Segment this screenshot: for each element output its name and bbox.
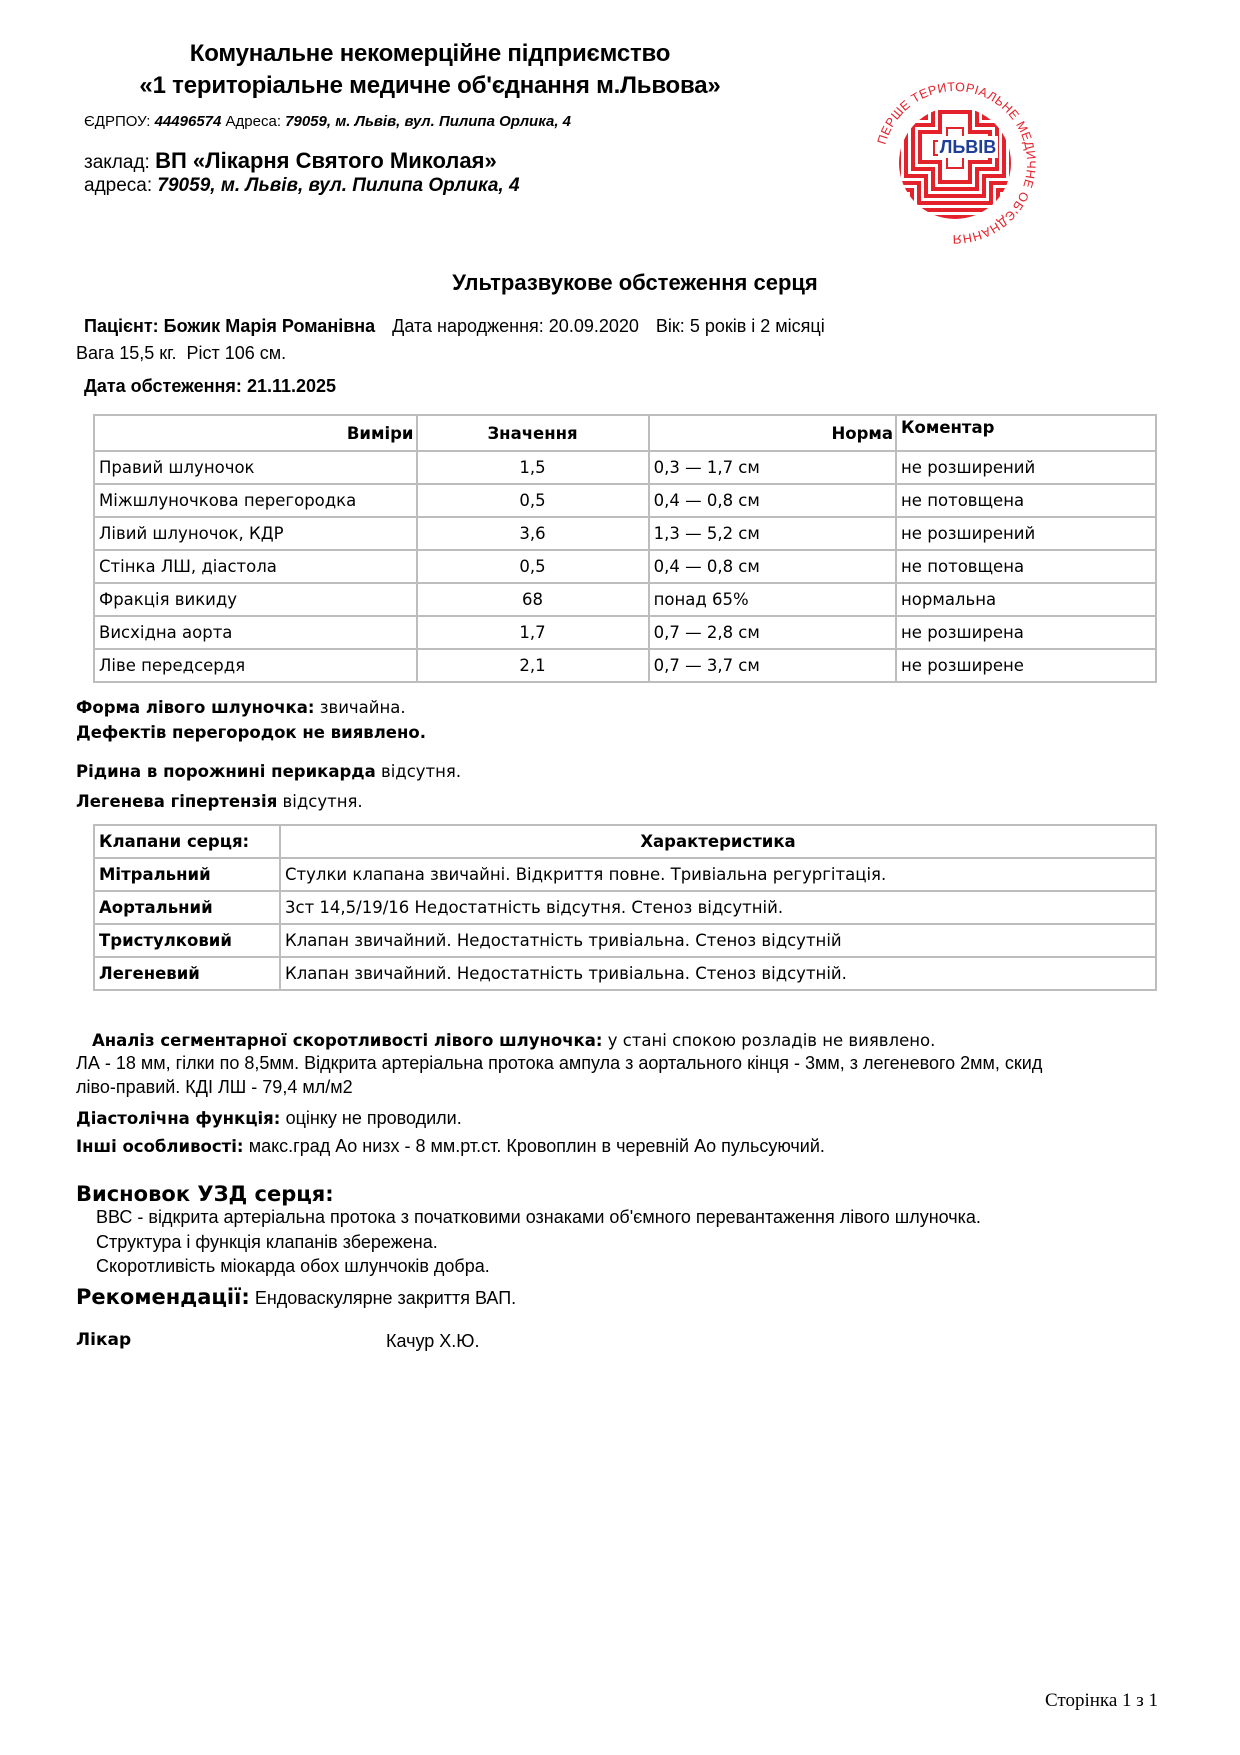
institution-address-label: адреса: [84, 175, 153, 196]
measurement-name: Правий шлуночок [94, 451, 417, 484]
segmental-analysis-label: Аналіз сегментарної скоротливості лівого шлуночка: [92, 1031, 603, 1050]
patient-anthropometry [76, 343, 286, 364]
header-characteristic: Характеристика [280, 825, 1156, 858]
lv-shape-line [76, 698, 406, 717]
recommendations-label: Рекомендації: [76, 1285, 250, 1309]
other-features-value: макс.град Ао низх - 8 мм.рт.ст. Кровоплин в черевній Ао пульсуючий. [248, 1136, 825, 1156]
conclusion-title: Висновок УЗД серця: [76, 1182, 334, 1206]
org-address-value: 79059, м. Львів, вул. Пилипа Орлика, 4 [285, 113, 572, 130]
recommendations-line [76, 1285, 516, 1309]
measurement-value: 0,5 [417, 484, 649, 517]
patient-label: Пацієнт: [84, 316, 159, 336]
diastolic-function-line [76, 1108, 462, 1129]
measurement-value: 1,7 [417, 616, 649, 649]
organization-name-line2: «1 територіальне медичне об'єднання м.Львова» [139, 72, 721, 99]
measurement-norm: 0,4 — 0,8 см [649, 484, 896, 517]
segmental-analysis-line [92, 1031, 935, 1050]
measurement-comment: нормальна [896, 583, 1156, 616]
valves-header-row [94, 825, 1156, 858]
measurements-header-row [94, 415, 1156, 451]
patient-name: Божик Марія Романівна [163, 316, 376, 336]
table-row [94, 924, 1156, 957]
header-comment: Коментар [896, 415, 1156, 451]
conclusion-line: Скоротливість міокарда обох шлунчоків добра. [96, 1256, 490, 1276]
valve-description: 3ст 14,5/19/16 Недостатність відсутня. Стеноз відсутній. [280, 891, 1156, 924]
table-row [94, 858, 1156, 891]
institution-label: заклад: [84, 152, 150, 173]
pericardial-fluid-line [76, 762, 461, 781]
table-row [94, 517, 1156, 550]
birth-date: 20.09.2020 [548, 316, 639, 336]
measurement-name: Міжшлуночкова перегородка [94, 484, 417, 517]
table-row [94, 484, 1156, 517]
age-label: Вік: [655, 316, 685, 336]
measurement-value: 2,1 [417, 649, 649, 682]
measurement-value: 3,6 [417, 517, 649, 550]
header-valve: Клапани серця: [94, 825, 280, 858]
edrpou-value: 44496574 [154, 113, 222, 130]
logo-ring-text: ПЕРШЕ ТЕРИТОРІАЛЬНЕ МЕДИЧНЕ ОБ'ЄДНАННЯ [874, 79, 1039, 247]
cross-maze-logo-icon [870, 78, 1040, 248]
edrpou-label: ЄДРПОУ: [84, 113, 151, 130]
measurement-name: Висхідна аорта [94, 616, 417, 649]
valve-name: Мітральний [94, 858, 280, 891]
septal-defects-line [76, 723, 426, 742]
measurement-comment: не потовщена [896, 550, 1156, 583]
valve-name: Тристулковий [94, 924, 280, 957]
pericardial-fluid-label: Рідина в порожнині перикарда [76, 762, 376, 781]
measurement-comment: не розширений [896, 517, 1156, 550]
other-features-label: Інші особливості: [76, 1137, 244, 1156]
measurement-norm: 0,4 — 0,8 см [649, 550, 896, 583]
pericardial-fluid-value: відсутня. [380, 762, 462, 781]
doctor-label: Лікар [76, 1330, 132, 1350]
birth-date-label: Дата народження: [392, 316, 544, 336]
header-norm: Норма [649, 415, 896, 451]
patient-height: Ріст 106 см. [186, 343, 287, 363]
valve-description: Стулки клапана звичайні. Відкриття повне. Тривіальна регургітація. [280, 858, 1156, 891]
exam-date: 21.11.2025 [246, 376, 337, 396]
valve-name: Легеневий [94, 957, 280, 990]
table-row [94, 583, 1156, 616]
measurement-name: Фракція викиду [94, 583, 417, 616]
table-row [94, 550, 1156, 583]
organization-logo [870, 78, 1040, 248]
conclusion-line: ВВС - відкрита артеріальна протока з початковими ознаками об'ємного перевантаження лівого шлуночка. [96, 1207, 981, 1227]
segmental-analysis-value: у стані спокою розладів не виявлено. [607, 1031, 936, 1050]
institution-line [84, 148, 497, 174]
age-value: 5 років і 2 місяці [689, 316, 825, 336]
measurement-norm: понад 65% [649, 583, 896, 616]
diastolic-function-label: Діастолічна функція: [76, 1109, 281, 1128]
lv-shape-label: Форма лівого шлуночка: [76, 698, 315, 717]
table-row [94, 891, 1156, 924]
logo-center-text: ЛЬВІВ [939, 137, 997, 157]
pulmonary-hypertension-line [76, 792, 363, 811]
measurement-comment: не потовщена [896, 484, 1156, 517]
header-value: Значення [417, 415, 649, 451]
diastolic-function-value: оцінку не проводили. [285, 1108, 462, 1128]
measurement-norm: 1,3 — 5,2 см [649, 517, 896, 550]
table-row [94, 649, 1156, 682]
document-title: Ультразвукове обстеження серця [452, 270, 818, 295]
exam-date-line [84, 376, 336, 397]
exam-date-label: Дата обстеження: [84, 376, 242, 396]
measurement-norm: 0,3 — 1,7 см [649, 451, 896, 484]
measurement-value: 1,5 [417, 451, 649, 484]
recommendations-value: Ендоваскулярне закриття ВАП. [254, 1288, 517, 1308]
table-row [94, 957, 1156, 990]
measurement-comment: не розширена [896, 616, 1156, 649]
analysis-note-line2: ліво-правий. КДІ ЛШ - 79,4 мл/м2 [76, 1077, 353, 1097]
page-number: Сторінка 1 з 1 [1045, 1690, 1159, 1711]
patient-weight: Вага 15,5 кг. [76, 343, 177, 363]
pulmonary-hypertension-label: Легенева гіпертензія [76, 792, 278, 811]
table-row [94, 451, 1156, 484]
measurements-table [93, 414, 1157, 683]
valves-table [93, 824, 1157, 991]
institution-name: ВП «Лікарня Святого Миколая» [155, 148, 497, 173]
lv-shape-value: звичайна. [319, 698, 406, 717]
valve-name: Аортальний [94, 891, 280, 924]
measurement-comment: не розширений [896, 451, 1156, 484]
organization-title [120, 38, 740, 102]
institution-address-line [84, 175, 520, 197]
measurement-name: Стінка ЛШ, діастола [94, 550, 417, 583]
pulmonary-hypertension-value: відсутня. [282, 792, 363, 811]
measurement-value: 0,5 [417, 550, 649, 583]
other-features-line [76, 1136, 825, 1157]
header-measurement: Виміри [94, 415, 417, 451]
valve-description: Клапан звичайний. Недостатність тривіальна. Стеноз відсутній. [280, 957, 1156, 990]
table-row [94, 616, 1156, 649]
organization-name-line1: Комунальне некомерційне підприємство [189, 40, 671, 67]
measurement-norm: 0,7 — 3,7 см [649, 649, 896, 682]
conclusion-line: Структура і функція клапанів збережена. [96, 1232, 438, 1252]
patient-info [84, 316, 825, 337]
measurement-comment: не розширене [896, 649, 1156, 682]
measurement-norm: 0,7 — 2,8 см [649, 616, 896, 649]
org-address-label: Адреса: [225, 113, 281, 130]
institution-address-value: 79059, м. Львів, вул. Пилипа Орлика, 4 [157, 175, 520, 196]
measurement-name: Ліве передсердя [94, 649, 417, 682]
organization-meta [84, 113, 571, 130]
doctor-name: Качур Х.Ю. [386, 1331, 480, 1351]
valve-description: Клапан звичайний. Недостатність тривіальна. Стеноз відсутній [280, 924, 1156, 957]
analysis-note-line1: ЛА - 18 мм, гілки по 8,5мм. Відкрита артеріальна протока ампула з аортального кінця - 3мм, з легеневого 2мм, скид [76, 1053, 1043, 1073]
measurement-value: 68 [417, 583, 649, 616]
septal-defects-text: Дефектів перегородок не виявлено. [76, 723, 427, 742]
measurement-name: Лівий шлуночок, КДР [94, 517, 417, 550]
